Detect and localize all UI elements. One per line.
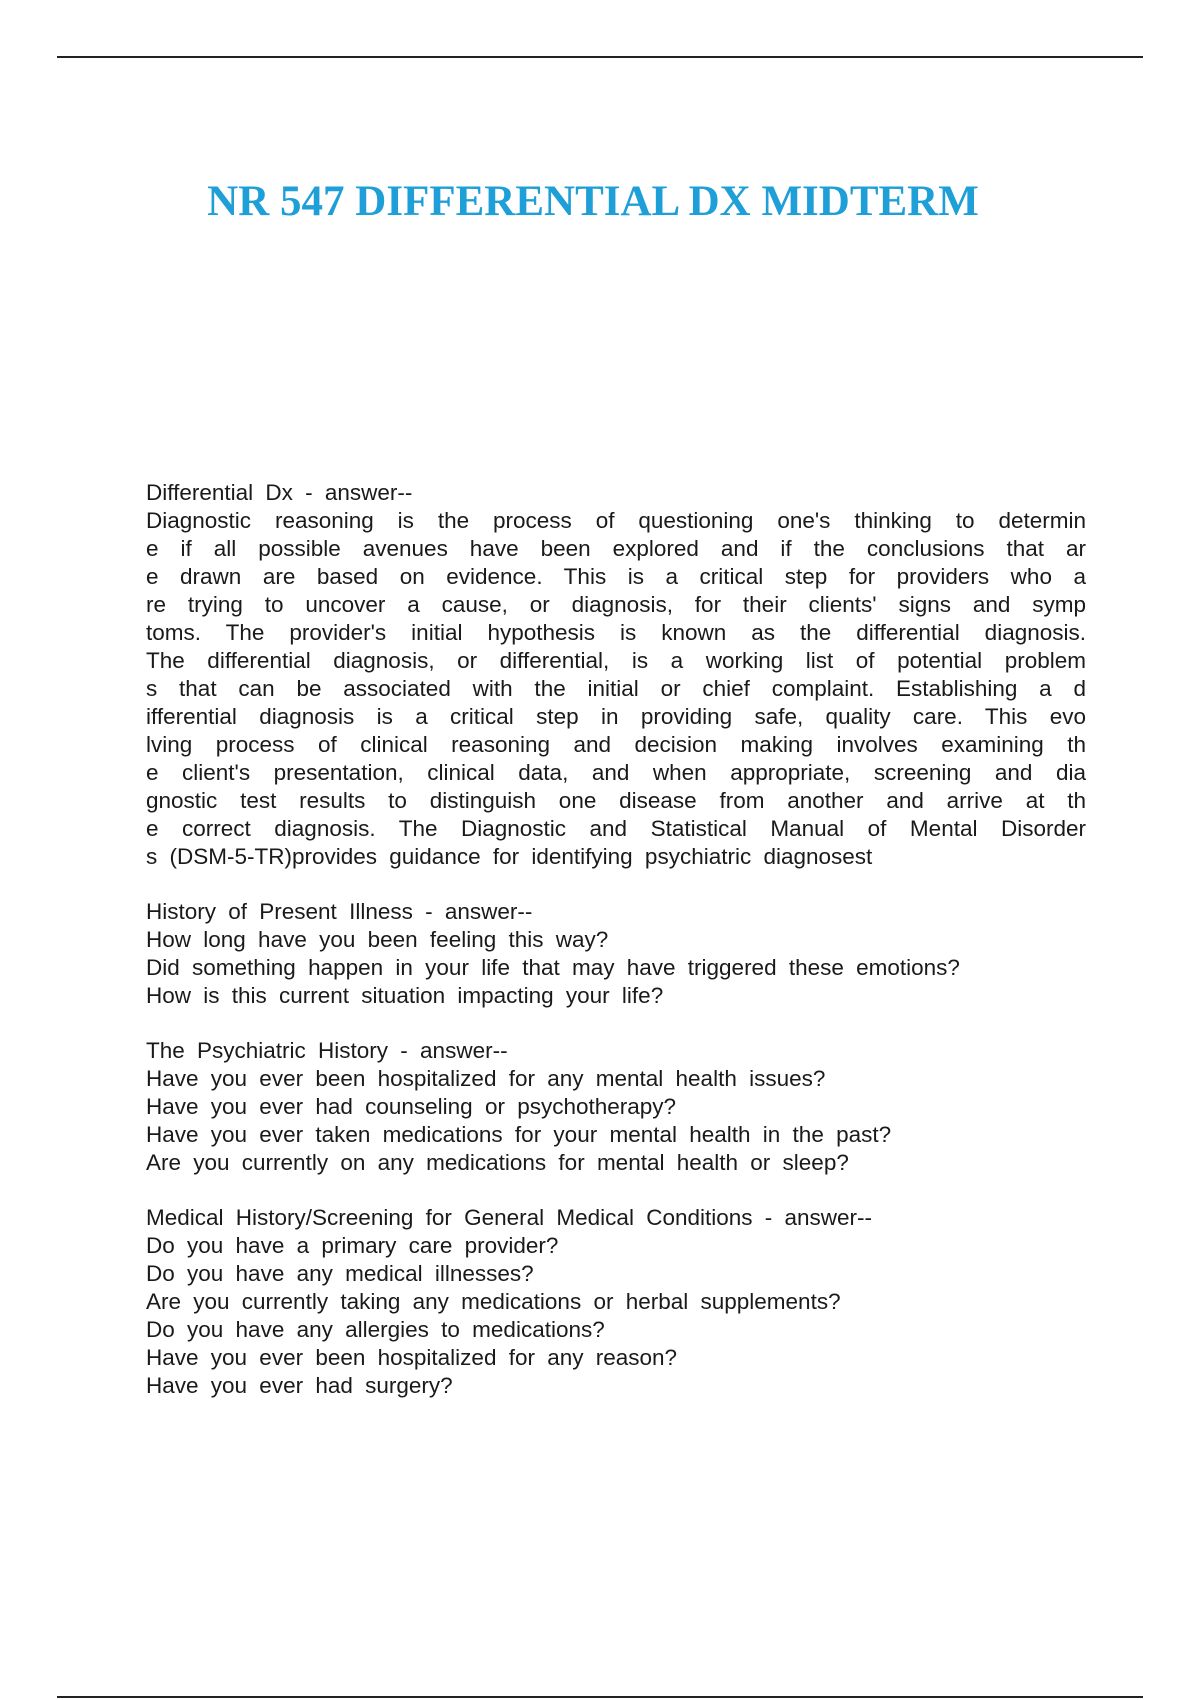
footer-rule — [57, 1696, 1143, 1698]
text-line: The differential diagnosis, or differential, is a working list of potential problem — [146, 648, 1086, 673]
text-line: e correct diagnosis. The Diagnostic and Statistical Manual of Mental Disorder — [146, 816, 1086, 841]
section-heading: Differential Dx - answer-- — [146, 480, 413, 505]
section-heading: Medical History/Screening for General Medical Conditions - answer-- — [146, 1205, 873, 1230]
question-line: Are you currently taking any medications or herbal supplements? — [146, 1289, 841, 1314]
text-line: lving process of clinical reasoning and decision making involves examining th — [146, 732, 1086, 757]
section-heading: History of Present Illness - answer-- — [146, 899, 533, 924]
text-line: gnostic test results to distinguish one disease from another and arrive at th — [146, 788, 1086, 813]
section-heading: The Psychiatric History - answer-- — [146, 1038, 508, 1063]
text-line: Diagnostic reasoning is the process of questioning one's thinking to determin — [146, 508, 1086, 533]
text-line: toms. The provider's initial hypothesis is known as the differential diagnosis. — [146, 620, 1086, 645]
question-line: Did something happen in your life that may have triggered these emotions? — [146, 955, 960, 980]
header-rule — [57, 56, 1143, 58]
question-line: Do you have any allergies to medications? — [146, 1317, 605, 1342]
question-line: Have you ever taken medications for your mental health in the past? — [146, 1122, 892, 1147]
section-differential-dx — [146, 479, 1086, 871]
text-line: e drawn are based on evidence. This is a critical step for providers who a — [146, 564, 1086, 589]
question-line: Have you ever had counseling or psychotherapy? — [146, 1094, 677, 1119]
document-body — [146, 479, 1086, 1427]
text-line: e client's presentation, clinical data, and when appropriate, screening and dia — [146, 760, 1086, 785]
section-psychiatric-history — [146, 1037, 1086, 1177]
question-line: Are you currently on any medications for mental health or sleep? — [146, 1150, 849, 1175]
question-line: How long have you been feeling this way? — [146, 927, 609, 952]
question-line: Have you ever been hospitalized for any mental health issues? — [146, 1066, 826, 1091]
text-line: e if all possible avenues have been explored and if the conclusions that ar — [146, 536, 1086, 561]
question-line: How is this current situation impacting your life? — [146, 983, 664, 1008]
text-line: re trying to uncover a cause, or diagnosis, for their clients' signs and symp — [146, 592, 1086, 617]
text-line: s (DSM-5-TR)provides guidance for identifying psychiatric diagnosest — [146, 844, 873, 869]
document-title: NR 547 DIFFERENTIAL DX MIDTERM — [207, 178, 979, 225]
question-line: Do you have a primary care provider? — [146, 1233, 559, 1258]
question-line: Have you ever been hospitalized for any reason? — [146, 1345, 678, 1370]
section-medical-history — [146, 1204, 1086, 1400]
section-history-present-illness — [146, 898, 1086, 1010]
question-line: Have you ever had surgery? — [146, 1373, 453, 1398]
text-line: s that can be associated with the initial or chief complaint. Establishing a d — [146, 676, 1086, 701]
text-line: ifferential diagnosis is a critical step in providing safe, quality care. This evo — [146, 704, 1086, 729]
question-line: Do you have any medical illnesses? — [146, 1261, 534, 1286]
